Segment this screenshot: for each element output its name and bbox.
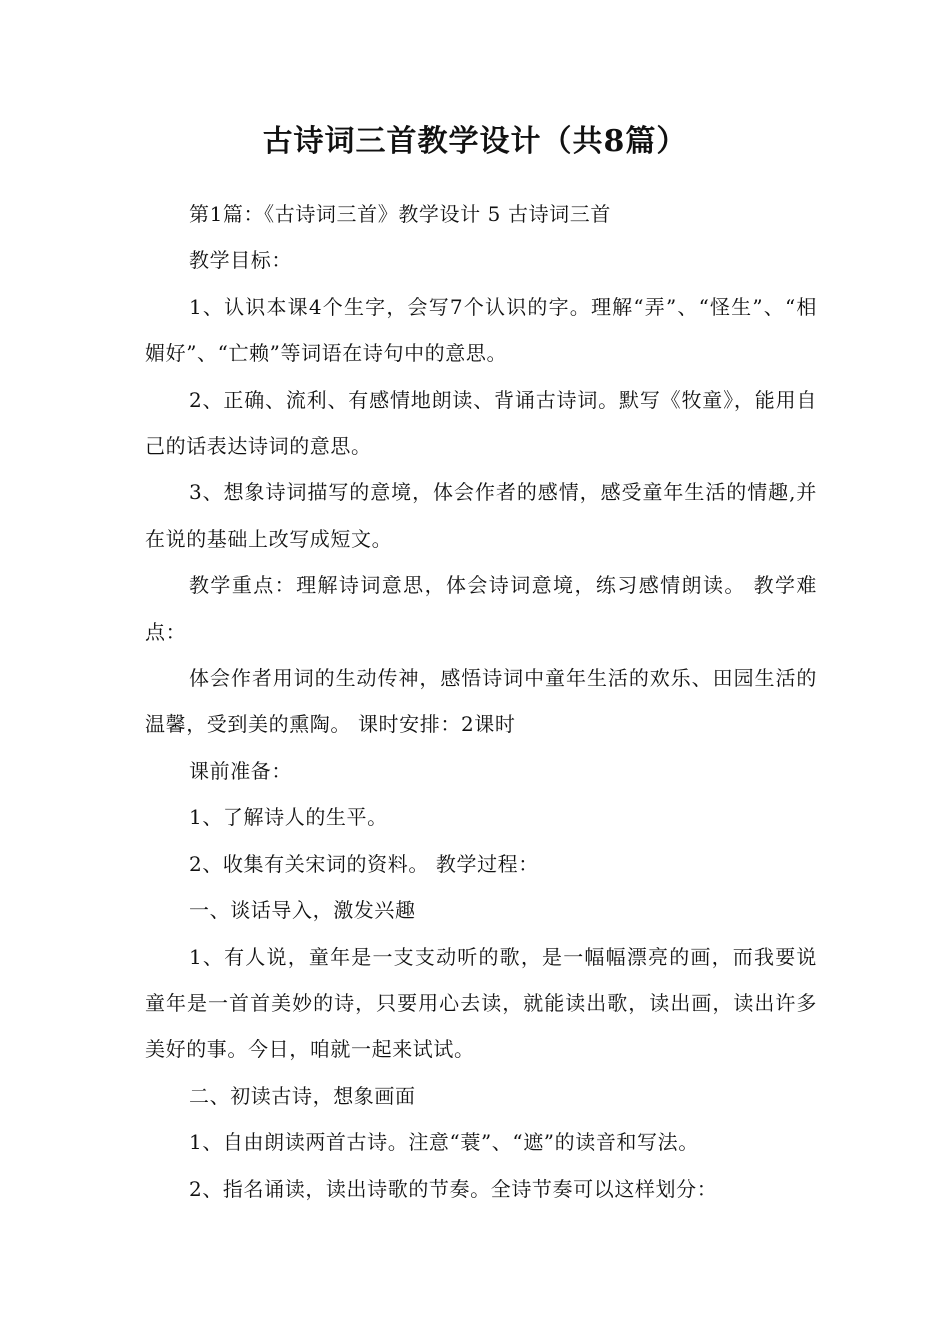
paragraph: 课前准备：: [189, 758, 292, 783]
paragraph: 1、有人说，童年是一支支动听的歌，是一幅幅漂亮的画，而我要说童年是一首首美妙的诗，只要用心去读，就能读出歌，读出画，读出许多美好的事。今日，咱就一起来试试。: [145, 944, 817, 1062]
paragraph: 1、自由朗读两首古诗。注意“蓑”、“遮”的读音和写法。: [189, 1130, 699, 1155]
paragraph: 二、初读古诗，想象画面: [189, 1083, 416, 1108]
document-body: [145, 191, 817, 1212]
paragraph: 1、认识本课4个生字，会写7个认识的字。理解“弄”、“怪生”、“相媚好”、“亡赖”等词语在诗句中的意思。: [145, 294, 817, 366]
document-title: 古诗词三首教学设计（共8篇）: [262, 124, 688, 159]
paragraph: 3、想象诗词描写的意境，体会作者的感情，感受童年生活的情趣,并在说的基础上改写成短文。: [145, 480, 817, 551]
paragraph: 2、正确、流利、有感情地朗读、背诵古诗词。默写《牧童》，能用自己的话表达诗词的意思。: [145, 387, 817, 459]
paragraph: 1、了解诗人的生平。: [189, 805, 388, 830]
paragraph: 2、指名诵读，读出诗歌的节奏。全诗节奏可以这样划分：: [189, 1176, 718, 1201]
paragraph: 2、收集有关宋词的资料。 教学过程：: [189, 851, 539, 876]
paragraph: 体会作者用词的生动传神，感悟诗词中童年生活的欢乐、田园生活的温馨，受到美的熏陶。 课时安排：2课时: [145, 666, 817, 737]
paragraph: 一、谈话导入，激发兴趣: [189, 898, 416, 923]
paragraph: 教学重点：理解诗词意思，体会诗词意境，练习感情朗读。 教学难点：: [145, 573, 817, 644]
paragraph: 第1篇：《古诗词三首》教学设计 5 古诗词三首: [189, 202, 611, 226]
paragraph: 教学目标：: [189, 248, 292, 273]
